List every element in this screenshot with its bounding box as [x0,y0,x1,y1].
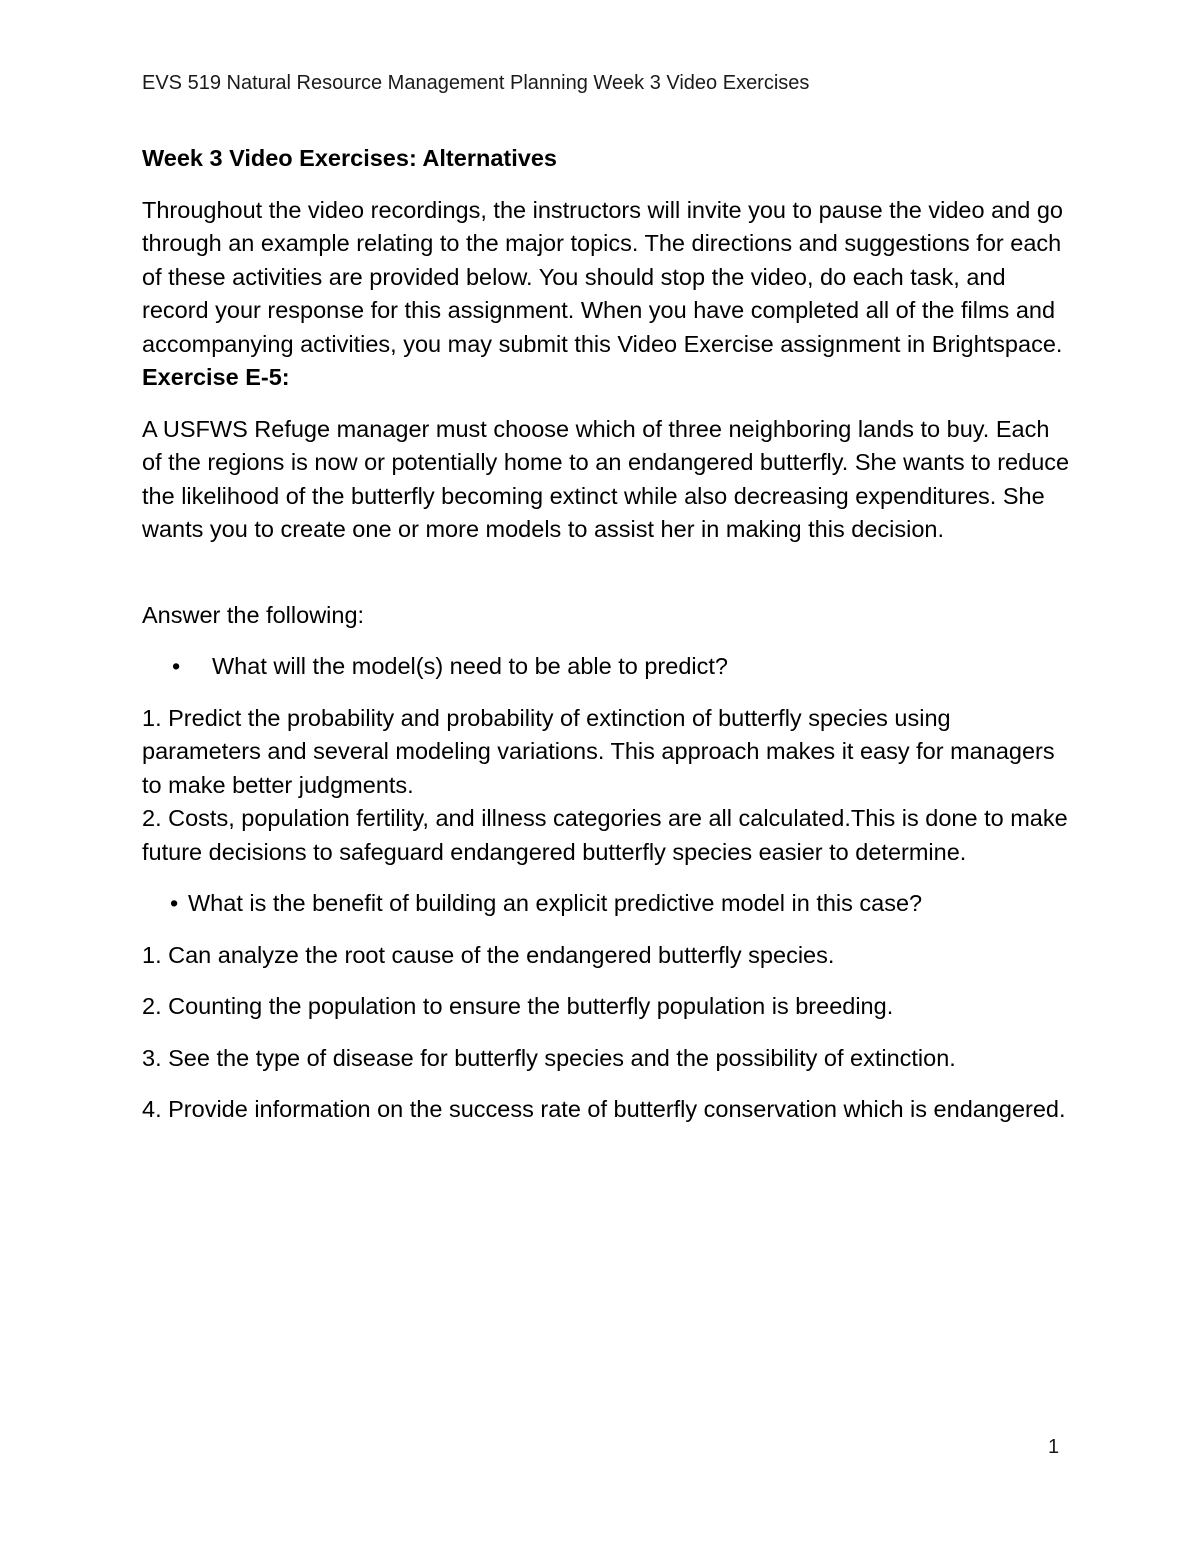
question-2 [142,887,1072,921]
document-body [142,142,1072,1145]
question-2-text: What is the benefit of building an explicit predictive model in this case? [188,890,923,916]
answer-item: 1. Predict the probability and probability of extinction of butterfly species using parameters and several modeling variations. This approach makes it easy for managers to make better judgments. [142,704,1055,798]
answer-lead: Answer the following: [142,601,365,628]
document-title: Week 3 Video Exercises: Alternatives [142,145,557,171]
answer-item: 2. Costs, population fertility, and illness categories are all calculated.This is done to make future decisions to safeguard endangered butterfly species easier to determine. [142,805,1068,865]
scenario-paragraph: A USFWS Refuge manager must choose which of three neighboring lands to buy. Each of the regions is now or potentially home to an endangered butterfly. She wants to reduce the likelihood of the butterfly becoming extinct while also decreasing expenditures. She wants you to create one or more models to assist her in making this decision. [142,415,1070,542]
intro-paragraph: Throughout the video recordings, the instructors will invite you to pause the video and go through an example relating to the major topics. The directions and suggestions for each of these activities are provided below. You should stop the video, do each task, and record your response for this assignment. When you have completed all of the films and accompanying activities, you may submit this Video Exercise assignment in Brightspace. [142,196,1063,357]
answers-question-1 [142,702,1072,870]
bullet-icon: • [172,653,181,679]
exercise-heading: Exercise E-5: [142,364,290,390]
answer-item: 3. See the type of disease for butterfly species and the possibility of extinction. [142,1044,956,1071]
bullet-icon: • [170,890,179,916]
answer-item: 1. Can analyze the root cause of the endangered butterfly species. [142,941,835,968]
answers-question-2 [142,939,1072,1127]
answer-item: 4. Provide information on the success rate of butterfly conservation which is endangered. [142,1096,1066,1122]
answer-item: 2. Counting the population to ensure the butterfly population is breeding. [142,993,894,1019]
page-header: EVS 519 Natural Resource Management Planning Week 3 Video Exercises [142,72,810,94]
question-1 [142,650,1072,684]
question-1-text: What will the model(s) need to be able to predict? [212,653,728,679]
page-number: 1 [1048,1436,1060,1458]
